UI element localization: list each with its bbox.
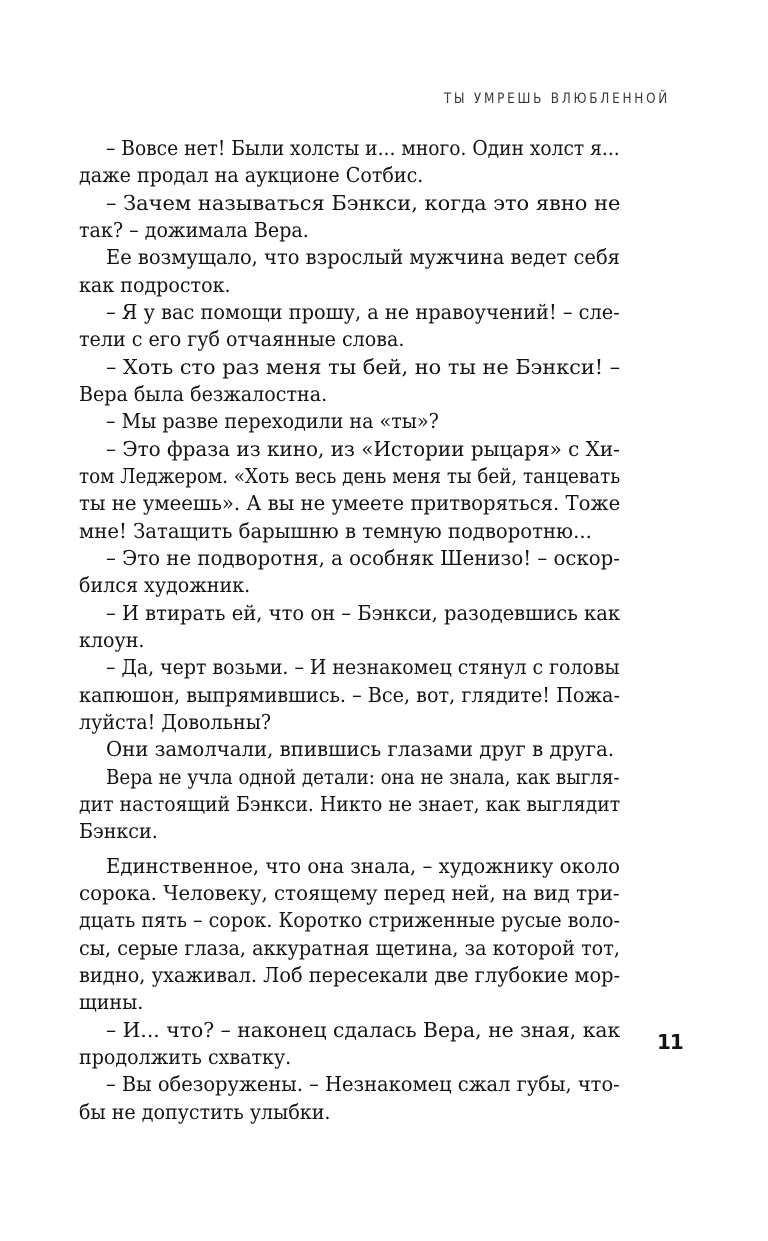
text-line: – Вы обезоружены. – Незнакомец сжал губы, что- [106,1072,620,1096]
text-line: – Это не подворотня, а особняк Шенизо! – оскор- [106,546,620,570]
text-line: сы, серые глаза, аккуратная щетина, за которой тот, [79,936,620,960]
page-number: 11 [657,1030,683,1054]
text-line: сорока. Человеку, стоящему перед ней, на вид три- [79,881,620,905]
text-line: – И... что? – наконец сдалась Вера, не зная, как [106,1018,621,1042]
text-line: бился художник. [79,573,251,597]
text-line: Вера была безжалостна. [79,382,328,406]
text-line: капюшон, выпрямившись. – Все, вот, глядите! Пожа- [79,683,620,707]
text-line: Бэнкси. [79,819,158,843]
text-line: ты не умеешь». А вы не умеете притворяться. Тоже [79,491,621,515]
text-line: дит настоящий Бэнкси. Никто не знает, как выглядит [79,792,621,816]
text-line: продолжить схватку. [79,1045,292,1069]
text-line: даже продал на аукционе Сотбис. [79,163,424,187]
text-line: – Вовсе нет! Были холсты и... много. Один холст я... [106,136,620,160]
text-line: тели с его губ отчаянные слова. [79,327,405,351]
text-line: Они замолчали, впившись глазами друг в друга. [106,737,615,761]
text-line: видно, ухаживал. Лоб пересекали две глубокие мор- [79,963,621,987]
text-line: том Леджером. «Хоть весь день меня ты бей, танцевать [79,464,621,488]
text-line: щины. [79,990,144,1014]
text-line: – Это фраза из кино, из «Истории рыцаря» с Хи- [106,437,620,461]
text-line: так? – дожимала Вера. [79,218,309,242]
text-line: клоун. [79,628,145,652]
text-line: Вера не учла одной детали: она не знала, как выгля- [106,765,620,789]
text-line: бы не допустить улыбки. [79,1100,331,1124]
text-line: – Да, черт возьми. – И незнакомец стянул с головы [106,655,620,679]
text-line: мне! Затащить барышню в темную подворотню... [79,519,592,543]
text-line: Ее возмущало, что взрослый мужчина ведет себя [106,245,620,269]
text-line: – И втирать ей, что он – Бэнкси, разодевшись как [106,601,621,625]
text-line: как подросток. [79,273,231,297]
text-line: дцать пять – сорок. Коротко стриженные русые воло- [79,908,620,932]
text-line: – Зачем называться Бэнкси, когда это явно не [106,191,621,215]
text-line: луйста! Довольны? [79,710,272,734]
text-line: Единственное, что она знала, – художнику около [106,854,620,878]
running-head: ТЫ УМРЕШЬ ВЛЮБЛЕННОЙ [443,91,670,107]
text-line: – Хоть сто раз меня ты бей, но ты не Бэнкси! – [106,355,621,379]
text-line: – Я у вас помощи прошу, а не нравоучений! – сле- [106,300,620,324]
text-line: – Мы разве переходили на «ты»? [106,409,439,433]
